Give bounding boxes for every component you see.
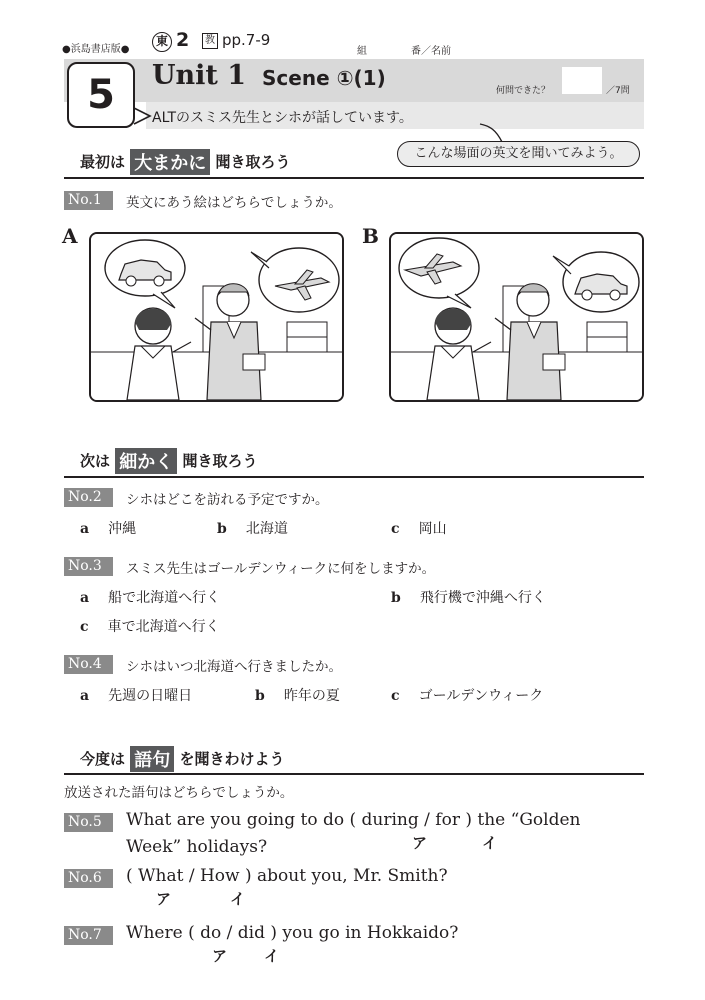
section1-pre: 最初は (80, 153, 126, 171)
q3-option-a[interactable] (80, 587, 220, 607)
q5-choice-a[interactable]: ア (412, 834, 428, 852)
q7-choice-a[interactable]: ア (212, 947, 228, 965)
section3-instruction: 放送された語句はどちらでしょうか。 (64, 785, 294, 801)
picture-a-letter: A (62, 224, 78, 248)
unit-title: Unit 1 (152, 60, 247, 91)
q3-label: No.3 (64, 557, 113, 576)
section2-rule (64, 476, 644, 478)
q4-option-a[interactable] (80, 685, 192, 705)
section1-rule (64, 177, 644, 179)
q4-option-b[interactable] (255, 685, 340, 705)
section2-post: 聞き取ろう (182, 452, 258, 470)
name-label: 番／名前 (411, 46, 451, 57)
scene-title: Scene ①(1) (262, 66, 386, 90)
q3-option-b-letter: b (391, 590, 401, 606)
q2-option-c-text: 岡山 (418, 521, 447, 537)
section1-heading (80, 149, 291, 175)
section1-post: 聞き取ろう (215, 153, 291, 171)
picture-a[interactable] (89, 232, 344, 402)
grade-mark: 東 (152, 32, 172, 52)
q7-text: Where ( do / did ) you go in Hokkaido? (126, 923, 459, 943)
q3-option-a-letter: a (80, 590, 90, 606)
publisher-label: ●浜島書店版● (62, 44, 130, 55)
q2-option-a-text: 沖縄 (108, 521, 137, 537)
q1-text: 英文にあう絵はどちらでしょうか。 (126, 195, 342, 211)
section1-key: 大まかに (130, 149, 210, 175)
q3-text: スミス先生はゴールデンウィークに何をしますか。 (126, 561, 436, 577)
q2-option-a-letter: a (80, 521, 90, 537)
q2-text: シホはどこを訪れる予定ですか。 (126, 492, 329, 508)
section2-heading (80, 448, 258, 474)
q3-option-c-text: 車で北海道へ行く (107, 619, 220, 635)
section2-pre: 次は (80, 452, 111, 470)
q6-text: ( What / How ) about you, Mr. Smith? (126, 866, 448, 886)
grade-number: 2 (176, 29, 190, 51)
q4-option-a-text: 先週の日曜日 (108, 688, 193, 704)
q2-label: No.2 (64, 488, 113, 507)
score-total: ／7問 (606, 86, 630, 96)
q2-option-a[interactable] (80, 518, 136, 538)
q3-option-c[interactable] (80, 616, 220, 636)
q4-option-b-letter: b (255, 688, 265, 704)
q7-choice-b[interactable]: イ (264, 947, 280, 965)
q3-option-b-text: 飛行機で沖縄へ行く (419, 590, 546, 606)
picture-b[interactable] (389, 232, 644, 402)
q4-option-b-text: 昨年の夏 (283, 688, 340, 704)
q5-label: No.5 (64, 813, 113, 832)
q2-option-b[interactable] (217, 518, 288, 538)
q4-option-c[interactable] (391, 685, 543, 705)
q3-option-c-letter: c (80, 619, 89, 635)
score-input-box[interactable] (562, 67, 602, 94)
worksheet-number: 5 (67, 62, 135, 128)
q4-text: シホはいつ北海道へ行きましたか。 (126, 659, 342, 675)
textbook-mark: 教 (202, 33, 218, 49)
q5-line1: What are you going to do ( during / for ) the “Golden (126, 810, 581, 830)
q4-label: No.4 (64, 655, 113, 674)
q3-option-a-text: 船で北海道へ行く (108, 590, 221, 606)
section3-pre: 今度は (80, 750, 126, 768)
q4-option-c-letter: c (391, 688, 400, 704)
section3-post: を聞きわけよう (179, 750, 285, 768)
hint-bubble: こんな場面の英文を聞いてみよう。 (397, 141, 640, 167)
q3-option-b[interactable] (391, 587, 546, 607)
q4-option-a-letter: a (80, 688, 90, 704)
section3-heading (80, 746, 285, 772)
picture-a-illustration (91, 234, 342, 400)
q2-option-c-letter: c (391, 521, 400, 537)
score-label: 何問できた？ (496, 86, 551, 96)
section3-key: 語句 (130, 746, 174, 772)
page-range: pp.7-9 (222, 31, 271, 49)
q4-option-c-text: ゴールデンウィーク (418, 688, 544, 704)
q5-line2: Week” holidays? (126, 837, 268, 857)
q5-choice-b[interactable]: イ (482, 834, 498, 852)
picture-b-illustration (391, 234, 642, 400)
q6-choice-b[interactable]: イ (230, 890, 246, 908)
q1-label: No.1 (64, 191, 113, 210)
q2-option-c[interactable] (391, 518, 447, 538)
section2-key: 細かく (115, 448, 177, 474)
q6-choice-a[interactable]: ア (156, 890, 172, 908)
situation-text: ALTのスミス先生とシホが話しています。 (152, 110, 413, 126)
class-label: 組 (357, 46, 367, 57)
picture-b-letter: B (362, 224, 379, 248)
q2-option-b-letter: b (217, 521, 227, 537)
q7-label: No.7 (64, 926, 113, 945)
q6-label: No.6 (64, 869, 113, 888)
section3-rule (64, 773, 644, 775)
q2-option-b-text: 北海道 (245, 521, 288, 537)
